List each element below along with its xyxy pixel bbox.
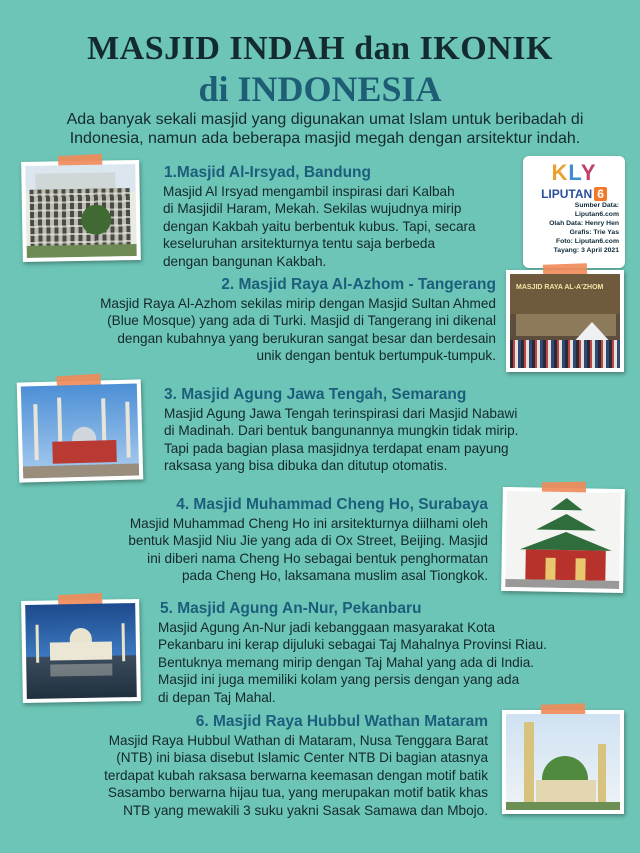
section-title: 5. Masjid Agung An-Nur, Pekanbaru — [160, 600, 422, 617]
photo-agung-jawa-tengah — [17, 379, 144, 482]
section-body: Masjid Raya Hubbul Wathan di Mataram, Nusa Tenggara Barat (NTB) ini biasa disebut Islamic Center NTB Di bagian atasnya terdapat kubah raksasa berwarna keemasan dengan motif batik Sasambo berwarna hijau tua, yang merupakan motif batik khas NTB yang mewakili 3 suku yakni Sasak Samawa dan Mbojo. — [104, 733, 488, 818]
photo-al-irsyad — [21, 160, 141, 262]
title-line-2: di INDONESIA — [198, 69, 442, 109]
credit-line: Sumber Data: Liputan6.com — [574, 202, 619, 218]
section-body: Masjid Muhammad Cheng Ho ini arsitekturnya diilhami oleh bentuk Masjid Niu Jie yang ada di Ox Street, Beijing. Masjid ini diberi nama Cheng Ho sebagai bentuk penghormatan pada Cheng Ho, laksamana muslim asal Tiongkok. — [128, 516, 488, 584]
photo-cheng-ho — [501, 487, 625, 593]
photo-an-nur — [21, 599, 141, 703]
title-line-1: MASJID INDAH dan IKONIK — [87, 30, 553, 67]
credit-line: Grafis: Trie Yas — [569, 229, 619, 236]
liputan6-logo: LIPUTAN 6 — [529, 187, 619, 201]
intro-text: Ada banyak sekali masjid yang digunakan umat Islam untuk beribadah di Indonesia, namun ada beberapa masjid megah dengan arsitektur indah. — [66, 111, 584, 147]
credit-line: Olah Data: Henry Hen — [549, 220, 619, 227]
section-title: 4. Masjid Muhammad Cheng Ho, Surabaya — [176, 496, 488, 513]
credit-line: Foto: Liputan6.com — [555, 238, 619, 245]
section-title: 1.Masjid Al-Irsyad, Bandung — [164, 164, 371, 181]
section-body: Masjid Al Irsyad mengambil inspirasi dari Kalbah di Masjidil Haram, Mekah. Sekilas wujudnya mirip dengan Kakbah yaitu berbentuk kubus. Tapi, secara keseluruhan arsitekturnya tentu saja berbeda dengan bangunan Kakbah. — [163, 184, 476, 269]
section-title: 6. Masjid Raya Hubbul Wathan Mataram — [195, 713, 488, 730]
section-title: 3. Masjid Agung Jawa Tengah, Semarang — [164, 386, 467, 403]
klx-logo: KLY — [551, 160, 597, 185]
mosque-sign: MASJID RAYA AL-A'ZHOM — [516, 284, 604, 291]
publisher-badge — [523, 156, 625, 268]
photo-al-azhom — [506, 270, 624, 372]
section-title: 2. Masjid Raya Al-Azhom - Tangerang — [221, 276, 496, 293]
photo-hubbul-wathan — [502, 710, 624, 814]
section-body: Masjid Raya Al-Azhom sekilas mirip dengan Masjid Sultan Ahmed (Blue Mosque) yang ada di Turki. Masjid di Tangerang ini dikenal dengan kubahnya yang berukuran sangat besar dan berdesain unik dengan bentuk bertumpuk-tumpuk. — [100, 296, 496, 364]
section-body: Masjid Agung An-Nur jadi kebanggaan masyarakat Kota Pekanbaru ini kerap dijuluki sebagai Taj Mahalnya Provinsi Riau. Bentuknya memang mirip dengan Taj Mahal yang ada di India. Masjid ini juga memiliki kolam yang persis dengan yang ada di depan Taj Mahal. — [158, 620, 547, 705]
credit-line: Tayang: 3 April 2021 — [553, 247, 619, 254]
section-body: Masjid Agung Jawa Tengah terinspirasi dari Masjid Nabawi di Madinah. Dari bentuk bangunannya mungkin tidak mirip. Tapi pada bagian plasa masjidnya terdapat enam payung raksasa yang bisa dibuka dan ditutup otomatis. — [164, 406, 519, 474]
